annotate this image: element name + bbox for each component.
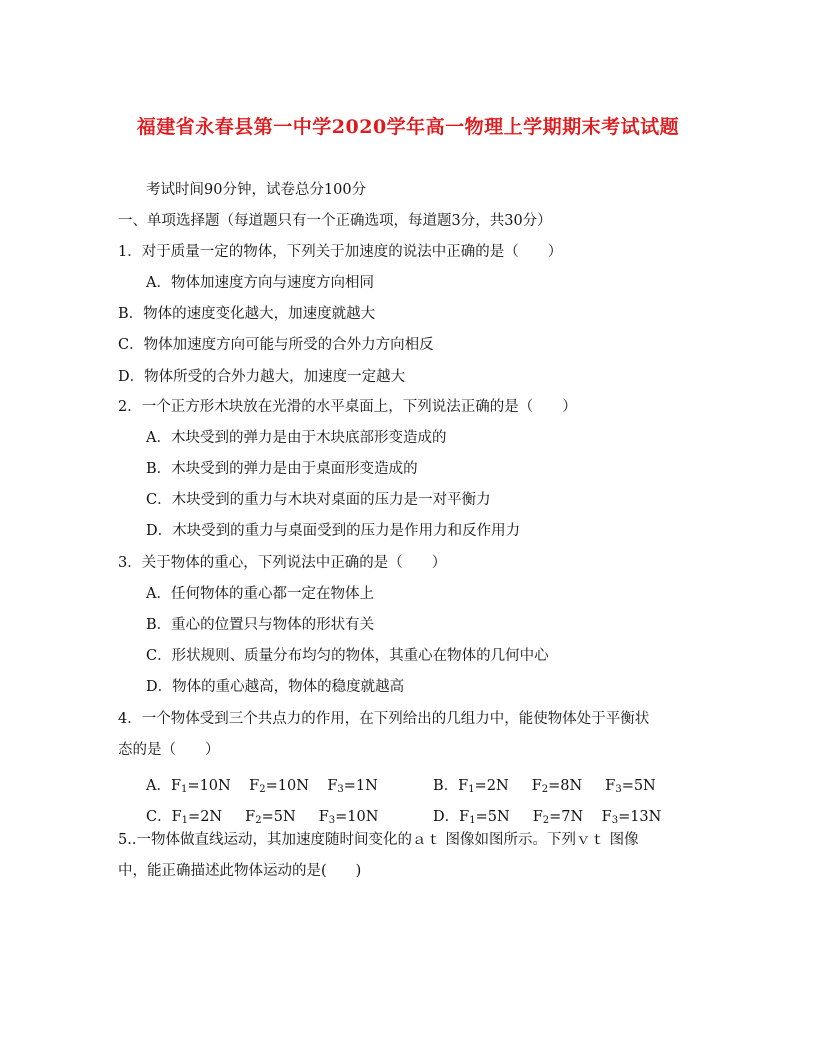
question-5-stem-line2: 中，能正确描述此物体运动的是( )	[118, 863, 362, 879]
question-3-stem: 3．关于物体的重心，下列说法中正确的是（ ）	[118, 555, 447, 571]
question-4-option-d: D．$F_1=5N$ $F_2=7N$ $F_3=13N$	[433, 809, 662, 826]
question-1-option-d: D．物体所受的合外力越大，加速度一定越大	[118, 369, 406, 385]
question-4-row-ab	[146, 774, 656, 795]
question-2-stem: 2．一个正方形木块放在光滑的水平桌面上，下列说法正确的是（ ）	[118, 399, 577, 415]
question-4-option-b: B．$F_1=2N$ $F_2=8N$ $F_3=5N$	[433, 778, 656, 795]
question-1-option-c: C．物体加速度方向可能与所受的合外力方向相反	[118, 337, 434, 353]
question-4-option-c: C．$F_1=2N$ $F_2=5N$ $F_3=10N$	[146, 809, 379, 826]
question-1-option-b: B．物体的速度变化越大，加速度就越大	[118, 306, 376, 322]
question-1-option-a: A．物体加速度方向与速度方向相同	[146, 275, 374, 291]
question-2-option-a: A．木块受到的弹力是由于木块底部形变造成的	[146, 430, 447, 446]
question-3-option-a: A．任何物体的重心都一定在物体上	[146, 586, 374, 602]
section-heading: 一、单项选择题（每道题只有一个正确选项，每道题3分，共30分）	[118, 213, 552, 229]
question-2-option-d: D．木块受到的重力与桌面受到的压力是作用力和反作用力	[146, 523, 521, 539]
question-2-option-c: C．木块受到的重力与木块对桌面的压力是一对平衡力	[146, 492, 491, 508]
question-2-option-b: B．木块受到的弹力是由于桌面形变造成的	[146, 461, 418, 477]
question-3-option-c: C．形状规则、质量分布均匀的物体，其重心在物体的几何中心	[146, 648, 549, 664]
exam-info: 考试时间90分钟，试卷总分100分	[146, 182, 367, 198]
exam-title: 福建省永春县第一中学2020学年高一物理上学期期末考试试题	[136, 116, 680, 138]
question-3-option-d: D．物体的重心越高，物体的稳度就越高	[146, 679, 405, 695]
question-5-stem-line1: 5..一物体做直线运动，其加速度随时间变化的ａｔ 图像如图所示。下列ｖｔ 图像	[118, 832, 639, 848]
question-4-option-a: A．$F_1=10N$ $F_2=10N$ $F_3=1N$	[146, 778, 378, 795]
question-4-stem-line1: 4．一个物体受到三个共点力的作用，在下列给出的几组力中，能使物体处于平衡状	[118, 711, 650, 727]
question-3-option-b: B．重心的位置只与物体的形状有关	[146, 617, 375, 633]
question-4-row-cd	[146, 805, 662, 826]
question-4-stem-line2: 态的是（ ）	[118, 742, 220, 758]
question-1-stem: 1．对于质量一定的物体，下列关于加速度的说法中正确的是（ ）	[118, 244, 563, 260]
